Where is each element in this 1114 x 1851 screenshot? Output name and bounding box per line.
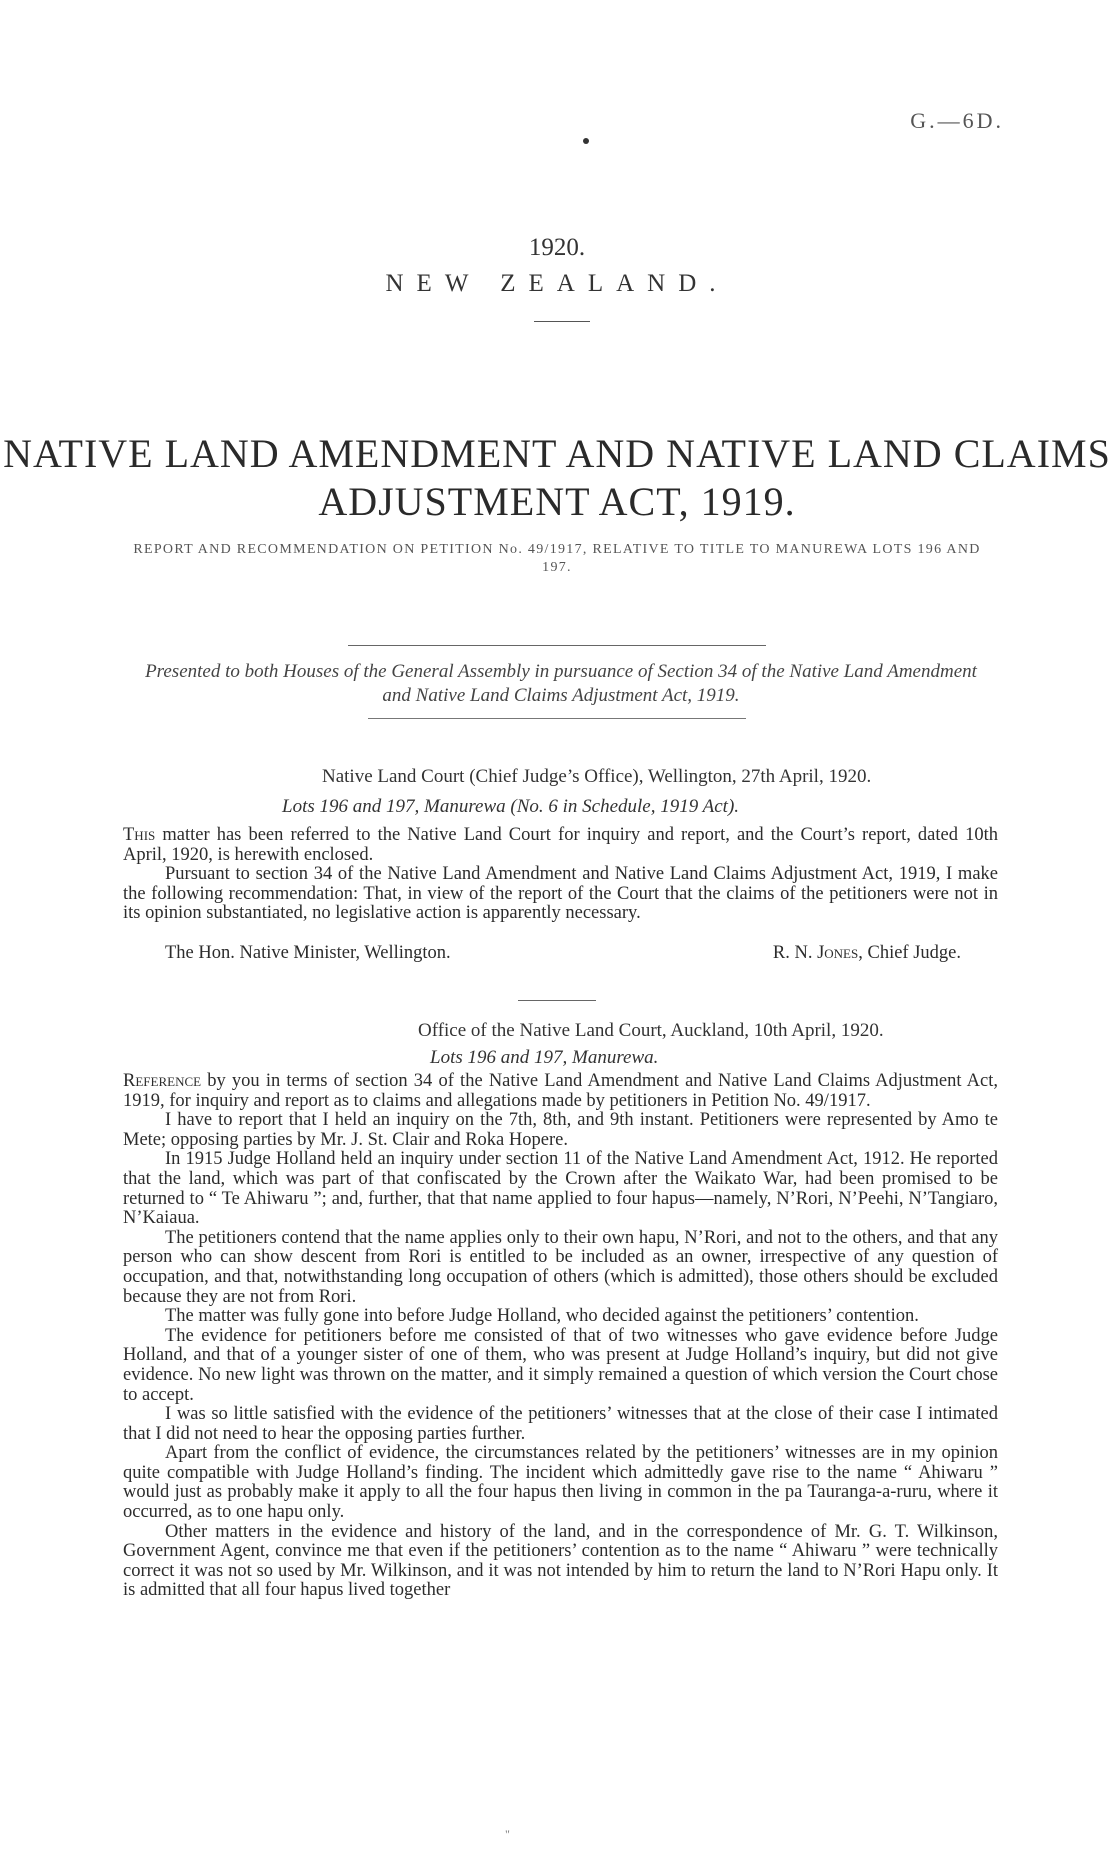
signature (773, 943, 961, 964)
paragraph-text: by you in terms of section 34 of the Native Land Amendment and Native Land Claims Adjustment Act, 1919, for inquiry and report as to claims and allegations made by petitioners in Petition No. 49/1917. (123, 1071, 998, 1111)
divider (348, 645, 766, 646)
document-reference: G.—6D. (910, 108, 1004, 133)
paragraph: Pursuant to section 34 of the Native Land Amendment and Native Land Claims Adjustment Act, 1919, I make the following recommendation: That, in view of the report of the Court that the claims of the petitioners were not in its opinion substantiated, no legislative action is apparently necessary. (123, 864, 998, 924)
divider (534, 321, 590, 322)
paragraph (123, 1072, 998, 1111)
addressee: The Hon. Native Minister, Wellington. (165, 943, 451, 963)
divider (368, 718, 746, 719)
letter2-heading: Office of the Native Land Court, Auckland, 10th April, 1920. (418, 1020, 884, 1041)
paragraph-text: matter has been referred to the Native Land Court for inquiry and report, and the Court’s report, dated 10th April, 1920, is herewith enclosed. (123, 825, 998, 865)
publication-year: 1920. (528, 234, 586, 261)
letter2-lots: Lots 196 and 197, Manurewa. (430, 1047, 659, 1068)
printer-dot (583, 138, 589, 144)
signature-title: , Chief Judge. (858, 943, 961, 963)
footer-mark: " (505, 1827, 510, 1841)
paragraph: The matter was fully gone into before Judge Holland, who decided against the petitioners’ contention. (165, 1306, 919, 1327)
paragraph: I have to report that I held an inquiry on the 7th, 8th, and 9th instant. Petitioners were represented by Amo te Mete; opposing parties by Mr. J. St. Clair and Roka Hopere. (123, 1110, 998, 1150)
letter1-lots: Lots 196 and 197, Manurewa (No. 6 in Schedule, 1919 Act). (282, 796, 740, 817)
letter1-body (123, 826, 998, 924)
document-title (0, 430, 1114, 526)
country-heading: NEW ZEALAND. (385, 270, 729, 297)
paragraph: The evidence for petitioners before me consisted of that of two witnesses who gave evidence before Judge Holland, and that of a younger sister of one of them, who was present at Judge Holland’s inquiry, but did not give evidence. No new light was thrown on the matter, and it simply remained a question of which version the Court chose to accept. (123, 1325, 998, 1405)
document-subtitle: REPORT AND RECOMMENDATION ON PETITION No. 49/1917, RELATIVE TO TITLE TO MANUREWA LOTS 196 AND 197. (133, 542, 981, 575)
divider (518, 1000, 596, 1001)
lead-word: This (123, 825, 156, 845)
paragraph: In 1915 Judge Holland held an inquiry under section 11 of the Native Land Amendment Act, 1912. He reported that the land, which was part of that confiscated by the Crown after the Waikato War, had been promised to be returned to “ Te Ahiwaru ”; and, further, that that name applied to four hapus—namely, N’Rori, N’Peehi, N’Tangiaro, N’Kaiaua. (123, 1149, 998, 1229)
paragraph: Apart from the conflict of evidence, the circumstances related by the petitioners’ witnesses are in my opinion quite compatible with Judge Holland’s finding. The incident which admittedly gave rise to the name “ Ahiwaru ” would just as probably make it apply to all the four hapus then living in common in the pa Tauranga-a-ruru, where it occurred, as to one hapu only. (123, 1443, 998, 1523)
letter2-body (123, 1072, 998, 1601)
paragraph: I was so little satisfied with the evidence of the petitioners’ witnesses that at the close of their case I intimated that I did not need to hear the opposing parties further. (123, 1404, 998, 1444)
title-line-2: ADJUSTMENT ACT, 1919. (318, 479, 796, 524)
lead-word: Reference (123, 1071, 202, 1091)
paragraph: The petitioners contend that the name applies only to their own hapu, N’Rori, and not to the others, and that any person who can show descent from Rori is entitled to be included as an owner, irrespective of any question of occupation, and that, notwithstanding long occupation of others (which is admitted), those others should be excluded because they are not from Rori. (123, 1227, 998, 1307)
paragraph: Other matters in the evidence and history of the land, and in the correspondence of Mr. G. T. Wilkinson, Government Agent, convince me that even if the petitioners’ contention as to the name “ Ahiwaru ” were technically correct it was not so used by Mr. Wilkinson, and it was not intended by him to return the land to N’Rori Hapu only. It is admitted that all four hapus lived together (123, 1521, 998, 1601)
paragraph (123, 826, 998, 865)
letter1-heading: Native Land Court (Chief Judge’s Office), Wellington, 27th April, 1920. (322, 766, 872, 787)
title-line-1: NATIVE LAND AMENDMENT AND NATIVE LAND CLAIMS (3, 431, 1111, 476)
signature-name: R. N. Jones (772, 943, 859, 963)
presented-note: Presented to both Houses of the General Assembly in pursuance of Section 34 of the Native Land Amendment and Native Land Claims Adjustment Act, 1919. (145, 661, 977, 706)
